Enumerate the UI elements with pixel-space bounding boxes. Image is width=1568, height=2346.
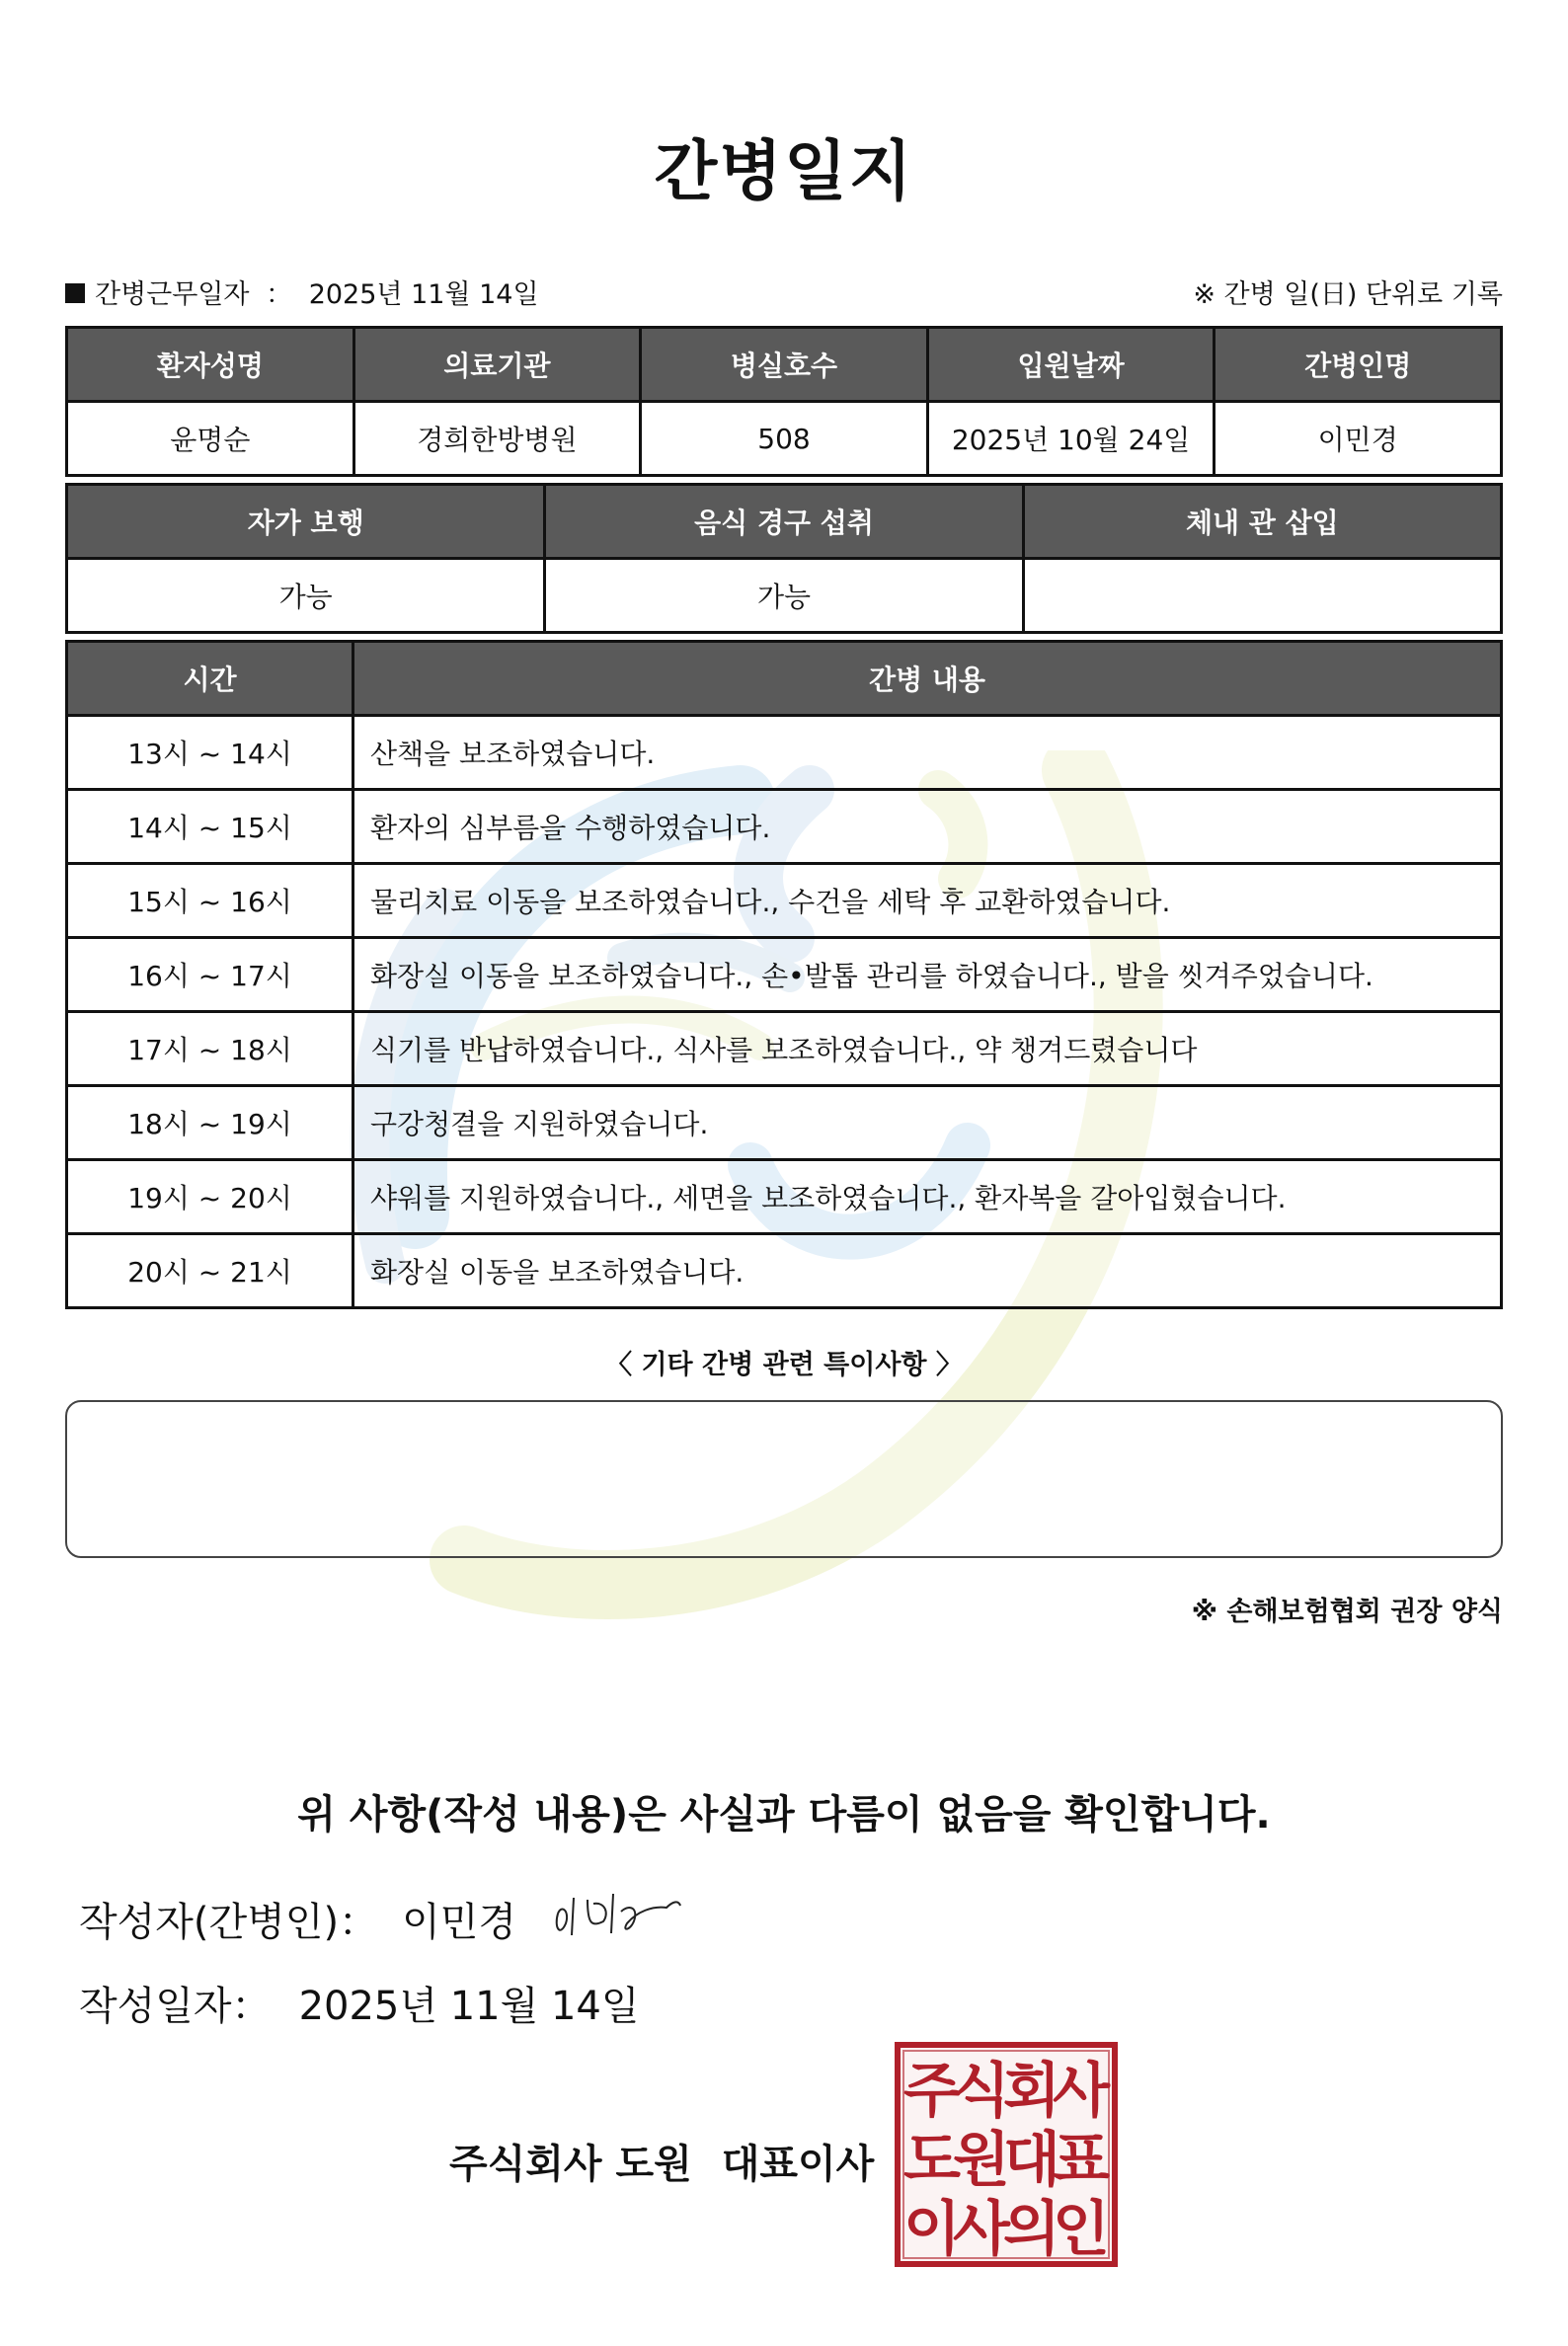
table-row: [67, 1012, 1502, 1086]
header-caregiver: 간병인명: [1215, 328, 1502, 402]
table-row: [67, 716, 1502, 790]
care-log-table: [65, 640, 1503, 1309]
record-unit-note: ※ 간병 일(日) 단위로 기록: [1193, 279, 1503, 310]
writer-line: [79, 1891, 516, 1947]
signature-icon: [548, 1884, 686, 1943]
header-time: 시간: [67, 642, 353, 716]
header-room: 병실호수: [641, 328, 928, 402]
table-row: [67, 864, 1502, 938]
row-content: 샤워를 지원하였습니다., 세면을 보조하였습니다., 환자복을 갈아입혔습니다.: [353, 1160, 1502, 1234]
company-title: 대표이사: [721, 2142, 875, 2187]
row-content: 화장실 이동을 보조하였습니다., 손•발톱 관리를 하였습니다., 발을 씻겨주었습니다.: [353, 938, 1502, 1012]
writer-name: 이민경: [402, 1900, 516, 1945]
header-tube-insertion: 체내 관 삽입: [1023, 485, 1501, 559]
row-time: 15시 ~ 16시: [67, 864, 353, 938]
company-line: [449, 2133, 874, 2189]
row-content: 구강청결을 지원하였습니다.: [353, 1086, 1502, 1160]
patient-status-table: [65, 483, 1503, 634]
svg-text:도: 도: [903, 2126, 961, 2195]
written-date-value: 2025년 11월 14일: [298, 1984, 640, 2029]
row-content: 산책을 보조하였습니다.: [353, 716, 1502, 790]
remarks-title: 〈 기타 간병 관련 특이사항 〉: [605, 1350, 963, 1380]
header-walking: 자가 보행: [67, 485, 545, 559]
svg-text:원: 원: [953, 2126, 1010, 2195]
row-time: 14시 ~ 15시: [67, 790, 353, 864]
form-source-note: ※ 손해보험협회 권장 양식: [1191, 1597, 1503, 1627]
company-name: 주식회사 도원: [449, 2142, 692, 2187]
caregiver-name: 이민경: [1215, 402, 1502, 476]
row-content: 화장실 이동을 보조하였습니다.: [353, 1234, 1502, 1308]
header-admission-date: 입원날짜: [927, 328, 1215, 402]
room-number: 508: [641, 402, 928, 476]
svg-text:식: 식: [953, 2057, 1010, 2126]
row-content: 물리치료 이동을 보조하였습니다., 수건을 세탁 후 교환하였습니다.: [353, 864, 1502, 938]
work-date-label: 간병근무일자: [95, 279, 250, 310]
svg-text:회: 회: [1003, 2057, 1060, 2126]
header-oral-intake: 음식 경구 섭취: [545, 485, 1023, 559]
patient-info-table: [65, 326, 1503, 477]
table-row: [67, 790, 1502, 864]
remarks-box: [65, 1400, 1503, 1558]
admission-date: 2025년 10월 24일: [927, 402, 1215, 476]
walking-value: 가능: [67, 559, 545, 633]
work-date-colon: ：: [266, 279, 293, 310]
written-date-line: [79, 1975, 640, 2031]
writer-label: 작성자(간병인)：: [79, 1900, 379, 1945]
svg-text:사: 사: [1053, 2057, 1110, 2126]
confirmation-statement: 위 사항(작성 내용)은 사실과 다름이 없음을 확인합니다.: [297, 1792, 1271, 1838]
work-date-value: 2025년 11월 14일: [308, 279, 539, 310]
row-content: 환자의 심부름을 수행하였습니다.: [353, 790, 1502, 864]
row-time: 17시 ~ 18시: [67, 1012, 353, 1086]
table-row: [67, 1160, 1502, 1234]
header-care-content: 간병 내용: [353, 642, 1502, 716]
table-row: [67, 1234, 1502, 1308]
row-time: 18시 ~ 19시: [67, 1086, 353, 1160]
tube-insertion-value: [1023, 559, 1501, 633]
table-row: [67, 938, 1502, 1012]
header-hospital: 의료기관: [353, 328, 641, 402]
row-content: 식기를 반납하였습니다., 식사를 보조하였습니다., 약 챙겨드렸습니다: [353, 1012, 1502, 1086]
svg-text:대: 대: [1003, 2126, 1060, 2195]
patient-name: 윤명순: [67, 402, 354, 476]
work-date-line: [65, 273, 539, 311]
svg-text:사: 사: [953, 2195, 1010, 2264]
svg-text:표: 표: [1053, 2126, 1110, 2195]
written-date-label: 작성일자：: [79, 1984, 272, 2029]
row-time: 16시 ~ 17시: [67, 938, 353, 1012]
oral-intake-value: 가능: [545, 559, 1023, 633]
svg-text:이: 이: [903, 2195, 961, 2264]
header-patient-name: 환자성명: [67, 328, 354, 402]
svg-text:인: 인: [1053, 2195, 1110, 2264]
svg-text:주: 주: [903, 2057, 961, 2126]
page-title: 간병일지: [654, 133, 914, 209]
row-time: 13시 ~ 14시: [67, 716, 353, 790]
row-time: 20시 ~ 21시: [67, 1234, 353, 1308]
table-row: [67, 1086, 1502, 1160]
row-time: 19시 ~ 20시: [67, 1160, 353, 1234]
hospital-name: 경희한방병원: [353, 402, 641, 476]
company-seal-icon: [895, 2042, 1118, 2267]
svg-text:의: 의: [1003, 2195, 1060, 2264]
square-bullet-icon: [65, 283, 85, 303]
